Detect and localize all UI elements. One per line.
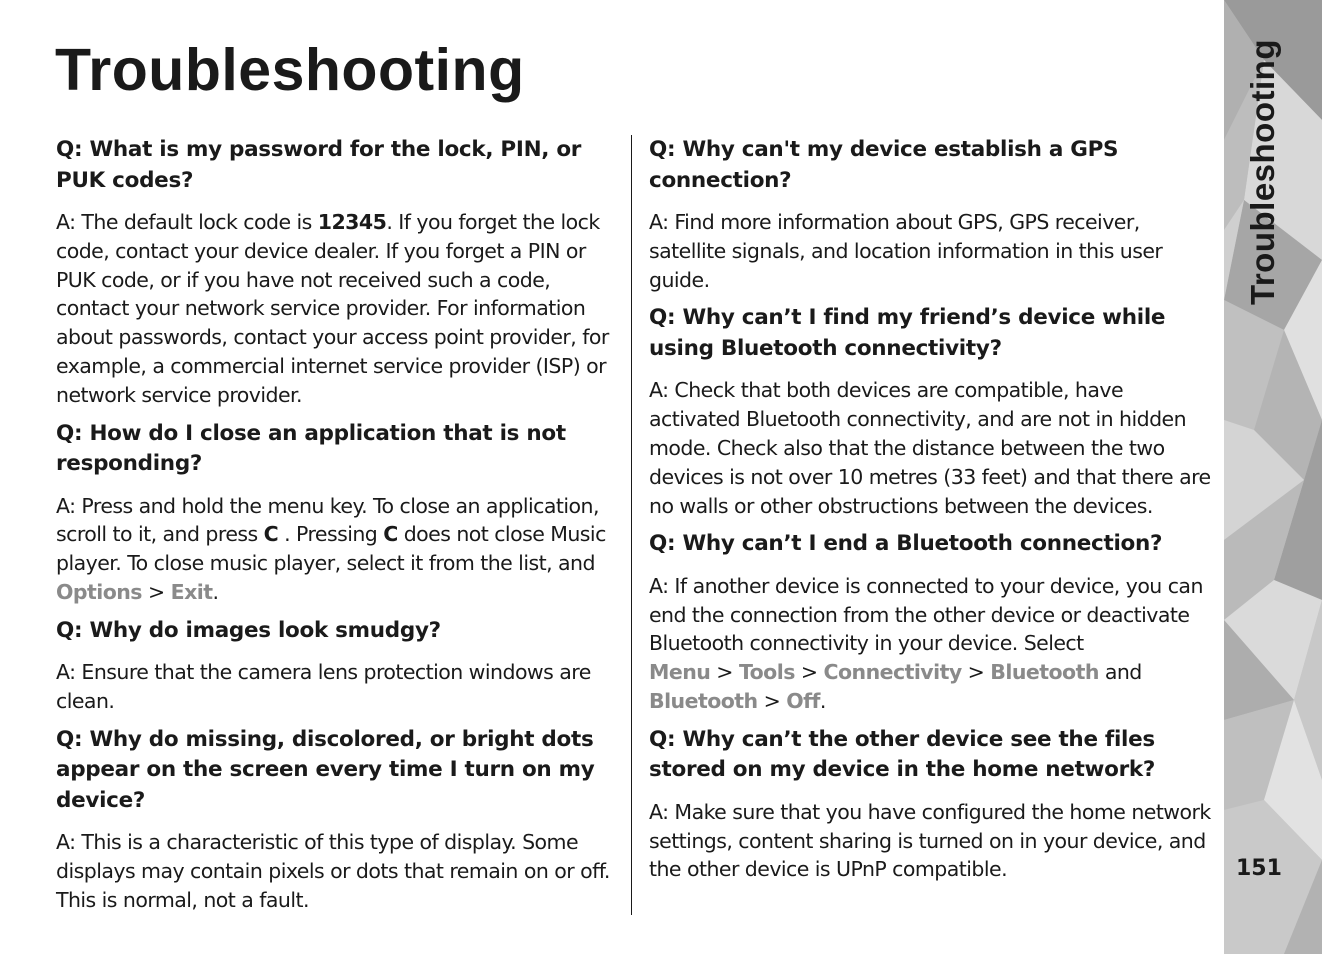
key-c: C xyxy=(383,522,398,547)
question-end-bluetooth: Q: Why can’t I end a Bluetooth connection? xyxy=(649,531,1163,557)
answer-close-application: A: Press and hold the menu key. To close an application, scroll to it, and press C . Pressing C does not close Music player. To close music player, select it from the list, and Options > Exit. xyxy=(56,493,606,604)
answer-smudgy-images: A: Ensure that the camera lens protection windows are clean. xyxy=(56,660,591,714)
question-home-network-files: Q: Why can’t the other device see the files stored on my device in the home network? xyxy=(649,726,1156,783)
column-divider xyxy=(631,135,632,915)
menu-bluetooth: Bluetooth xyxy=(990,660,1099,685)
question-lock-codes: Q: What is my password for the lock, PIN, or PUK codes? xyxy=(56,137,582,193)
answer-lock-codes: A: The default lock code is 12345. If you forget the lock code, contact your device dealer. If you forget a PIN or PUK code, or if you have not received such a code, contact your network service provider. For information about passwords, contact your access point provider, for example, a commercial internet service provider (ISP) or network service provider. xyxy=(56,210,609,407)
menu-off: Off xyxy=(786,689,820,714)
answer-home-network-files: A: Make sure that you have configured the home network settings, content sharing is turned on in your device, and the other device is UPnP compatible. xyxy=(649,799,1211,882)
menu-separator: > xyxy=(967,660,985,685)
question-close-application: Q: How do I close an application that is not responding? xyxy=(56,420,566,477)
menu-exit: Exit xyxy=(170,579,213,604)
question-screen-dots: Q: Why do missing, discolored, or bright dots appear on the screen every time I turn on my device? xyxy=(56,726,595,813)
right-column xyxy=(649,135,1214,893)
menu-tools: Tools xyxy=(738,660,795,685)
page-title: Troubleshooting xyxy=(55,37,525,103)
menu-options: Options xyxy=(56,579,142,604)
answer-find-friend-device: A: Check that both devices are compatible, have activated Bluetooth connectivity, and are not in hidden mode. Check also that the distance between the two devices is not over 10 metres (33 feet) and that there are no walls or other obstructions between the devices. xyxy=(649,378,1211,518)
menu-separator: > xyxy=(716,660,733,685)
question-smudgy-images: Q: Why do images look smudgy? xyxy=(56,617,441,643)
question-find-friend-device: Q: Why can’t I find my friend’s device while using Bluetooth connectivity? xyxy=(649,305,1166,361)
menu-separator: > xyxy=(800,660,818,685)
menu-connectivity: Connectivity xyxy=(823,660,962,685)
page-number: 151 xyxy=(1236,856,1282,881)
question-gps-connection: Q: Why can't my device establish a GPS connection? xyxy=(649,137,1119,193)
answer-end-bluetooth: A: If another device is connected to your device, you can end the connection from the other device or deactivate Bluetooth connectivity in your device. Select Menu > Tools > Connectivity > Bluetooth and Bluetooth > Off. xyxy=(649,573,1203,714)
key-c: C xyxy=(263,522,279,547)
menu-menu: Menu xyxy=(649,660,711,685)
menu-separator: > xyxy=(763,689,781,714)
default-lock-code: 12345 xyxy=(317,210,387,234)
left-column xyxy=(56,135,619,924)
menu-bluetooth: Bluetooth xyxy=(649,689,758,714)
answer-screen-dots: A: This is a characteristic of this type of display. Some displays may contain pixels or dots that remain on or off. This is normal, not a fault. xyxy=(56,830,610,912)
sidebar-section-label: Troubleshooting xyxy=(1244,39,1281,305)
answer-gps-connection: A: Find more information about GPS, GPS receiver, satellite signals, and location information in this user guide. xyxy=(649,210,1163,292)
menu-separator: > xyxy=(147,579,165,604)
